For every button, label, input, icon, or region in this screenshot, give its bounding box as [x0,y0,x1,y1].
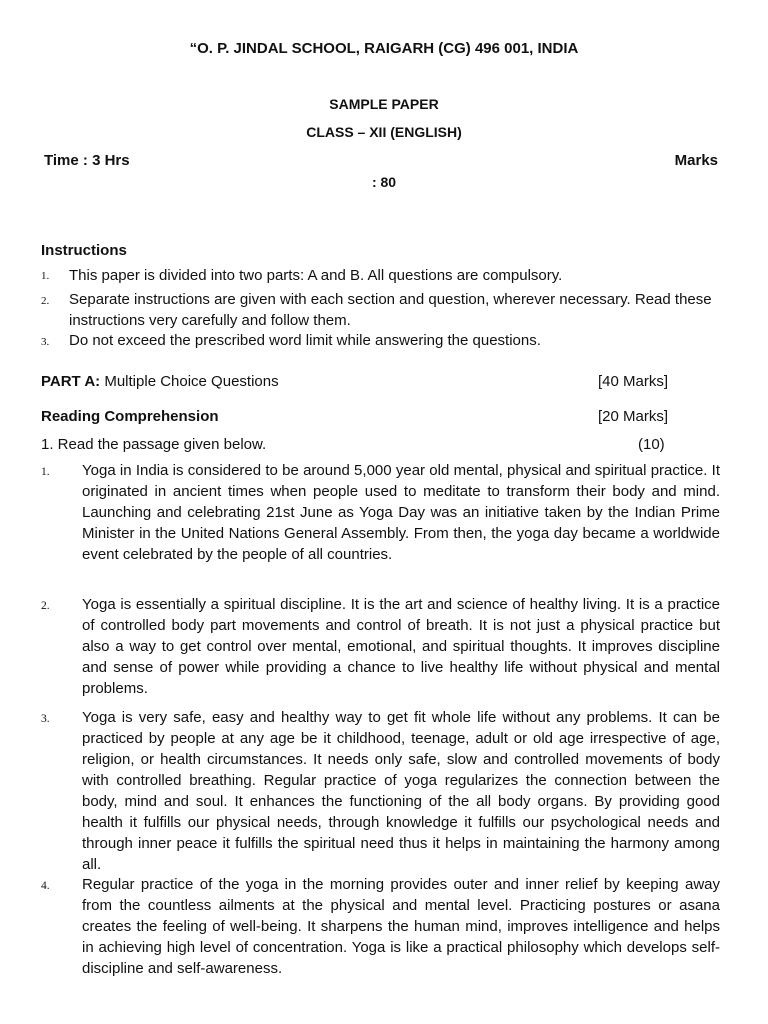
paragraph-number: 3. [41,713,50,725]
time-label: Time : 3 Hrs [44,152,130,169]
instruction-number: 2. [41,295,50,307]
part-a-title: Multiple Choice Questions [104,373,279,390]
paragraph-number: 4. [41,880,50,892]
instruction-item: Separate instructions are given with each section and question, wherever necessary. Read these instructions very carefully and follow them. [69,291,712,329]
part-a-label: PART A: [41,373,101,390]
passage-paragraph: Regular practice of the yoga in the morning provides outer and inner relief by keeping away from the countless ailments at the physical and mental level. Practicing postures or asana creates the feeling of well-being. It sharpens the human mind, improves intelligence and helps in achieving high level of concentration. Yoga is like a practical philosophy which develops self-discipline and self-awareness. [82,876,720,977]
marks-value: : 80 [371,174,397,190]
marks-label: Marks [674,152,718,169]
passage-paragraph: Yoga in India is considered to be around 5,000 year old mental, physical and spiritual practice. It originated in ancient times when people used to meditate to transform their body and mind. Launching and celebrating 21st June as Yoga Day was an initiative taken by the Indian Prime Minister in the United Nations General Assembly. From then, the yoga day became a worldwide event celebrated by the people of all countries. [82,462,720,563]
paragraph-number: 1. [41,466,50,478]
reading-heading: Reading Comprehension [41,408,219,425]
class-line: CLASS – XII (ENGLISH) [306,124,462,140]
paragraph-number: 2. [41,600,50,612]
passage-paragraph: Yoga is essentially a spiritual discipline. It is the art and science of healthy living. It is a practice of controlled body part movements and control of breath. It is not just a physical practice but also a way to get control over mental, emotional, and spiritual thoughts. It improves discipline and sense of power while providing a chance to live healthy life without physical and mental problems. [82,596,720,697]
instruction-number: 1. [41,270,50,282]
passage-paragraph: Yoga is very safe, easy and healthy way to get fit whole life without any problems. It can be practiced by people at any age be it childhood, teenage, adult or old age irrespective of age, religion, or health circumstances. It needs only safe, slow and controlled movements of body with controlled breathing. Regular practice of yoga regularizes the connection between the body, mind and soul. It enhances the functioning of the all body organs. By providing good health it fulfills our physical needs, through knowledge it fulfills our psychological needs and through inner peace it fulfills the spiritual need thus it helps in maintaining the harmony among all. [82,709,720,873]
instruction-number: 3. [41,336,50,348]
question-marks: (10) [638,436,665,453]
part-a-heading [41,373,279,390]
school-name: “O. P. JINDAL SCHOOL, RAIGARH (CG) 496 001, INDIA [189,40,579,57]
question-prompt: 1. Read the passage given below. [41,436,267,453]
instruction-item: This paper is divided into two parts: A and B. All questions are compulsory. [69,267,563,284]
instruction-item: Do not exceed the prescribed word limit while answering the questions. [69,332,541,349]
paper-title: SAMPLE PAPER [329,96,439,112]
part-a-marks: [40 Marks] [598,373,669,390]
reading-marks: [20 Marks] [598,408,669,425]
instructions-heading: Instructions [41,242,127,259]
